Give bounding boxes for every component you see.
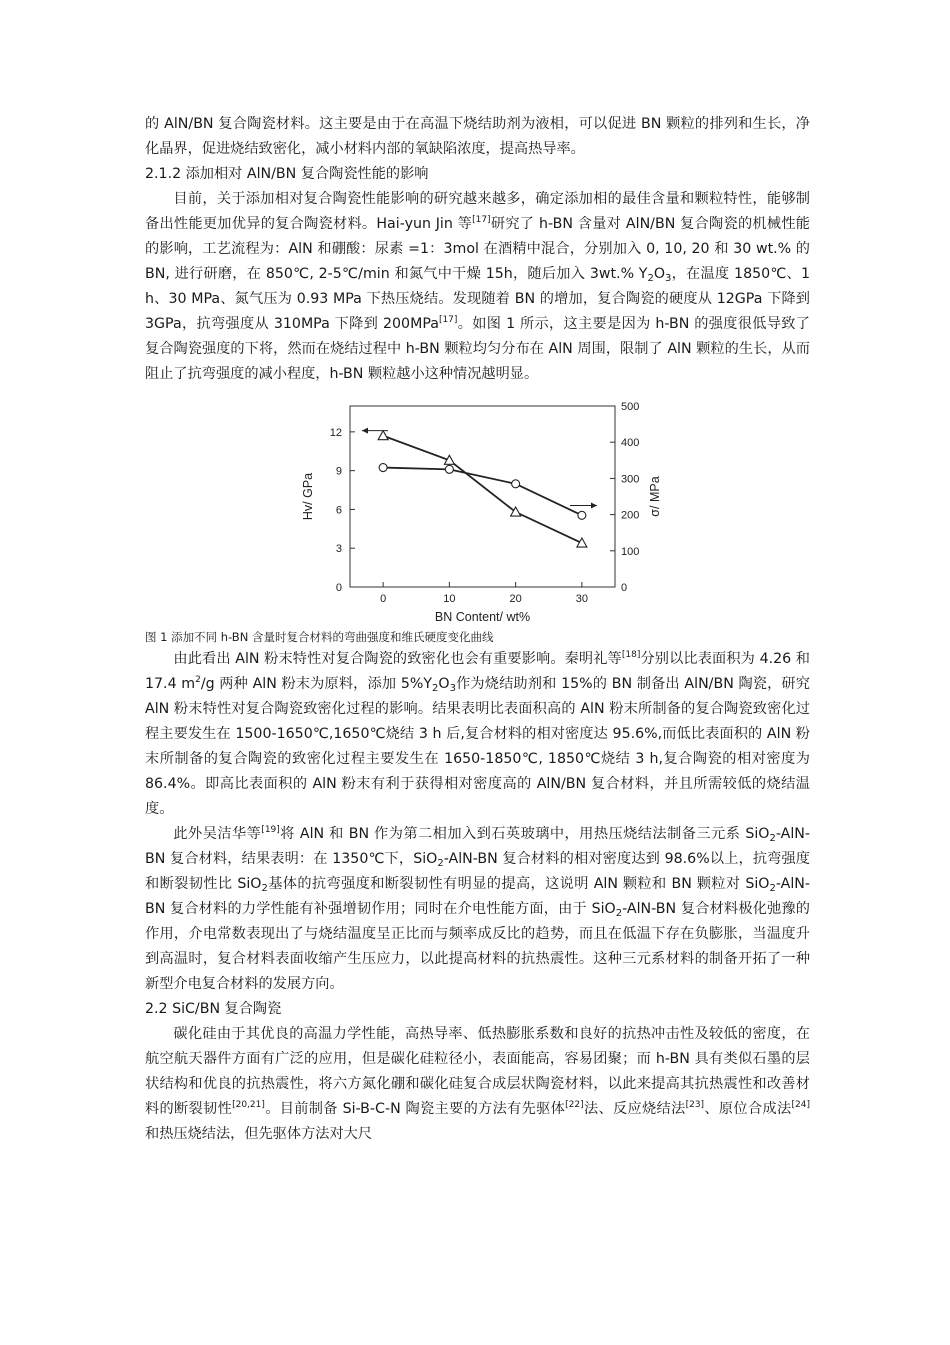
- x-tick-label: 10: [443, 593, 456, 605]
- paragraph-3: 由此看出 AlN 粉末特性对复合陶瓷的致密化也会有重要影响。秦明礼等[18]分别以比表面积为 4.26 和 17.4 $m^2/g$ 两种 AlN 粉末为原料，添加 $5\%Y_2O_3$作为烧结助剂和 15%的 BN 制备出 AlN/BN 陶瓷，研究 AlN 粉末特性对复合陶瓷致密化过程的影响。结果表明比表面积高的 AlN 粉末所制备的复合陶瓷致密化过程主要发生在 1500-1650℃,1650℃烧结 3 h 后,复合材料的相对密度达 95.6%,而低比表面积的 AlN 粉末所制备的复合陶瓷的致密化过程主要发生在 1650-1850℃, 1850℃烧结 3 h,复合陶瓷的相对密度为 86.4%。即高比表面积的 AlN 粉末有利于获得相对密度高的 AlN/BN 复合材料，并且所需较低的烧结温度。: [145, 650, 810, 817]
- circle-point: [445, 465, 453, 473]
- figure-1: [145, 389, 810, 627]
- left-tick-label: 0: [335, 582, 342, 594]
- x-axis-title: BN Content/ wt%: [434, 610, 531, 624]
- left-tick-label: 3: [335, 543, 342, 556]
- right-tick-label: 500: [621, 401, 640, 413]
- citation-17: [17]: [472, 215, 491, 225]
- chart-svg: [145, 389, 810, 627]
- paragraph-4: 此外吴洁华等[19]将 AlN 和 BN 作为第二相加入到石英玻璃中，用热压烧结法制备三元系 SiO$_2$-AlN-BN 复合材料，结果表明：在 1350℃下，SiO$_2$-AlN-BN 复合材料的相对密度达到 98.6%以上，抗弯强度和断裂韧性比 SiO$_2$基体的抗弯强度和断裂韧性有明显的提高，这说明 AlN 颗粒和 BN 颗粒对 SiO$_2$-AlN-BN 复合材料的力学性能有补强增韧作用；同时在介电性能方面，由于 SiO$_2$-AlN-BN 复合材料极化弛豫的作用，介电常数表现出了与烧结温度呈正比而与频率成反比的趋势，而且在低温下存在负膨胀，当温度升到高温时，复合材料表面收缩产生压应力，以此提高材料的抗热震性。这种三元系材料的制备开拓了一种新型介电复合材料的发展方向。: [145, 825, 810, 992]
- x-tick-label: 30: [575, 593, 588, 605]
- citation-18: [18]: [621, 650, 641, 660]
- paragraph-2: 目前，关于添加相对复合陶瓷性能影响的研究越来越多，确定添加相的最佳含量和颗粒特性，能够制备出性能更加优异的复合陶瓷材料。Hai-yun Jin 等[17]研究了 h-BN 含量对 AlN/BN 复合陶瓷的机械性能的影响，工艺流程为：AlN 和硼酸：尿素 =1：3mol 在酒精中混合，分别加入 0, 10, 20 和 30 wt.% 的 BN, 进行研磨，在 850℃, 2-5℃/min 和氮气中干燥 15h，随后加入 3wt.% $Y_2O_3$，在温度 1850℃、1 h、30 MPa、氮气压为 0.93 MPa 下热压烧结。发现随着 BN 的增加，复合陶瓷的硬度从 12GPa 下降到 3GPa，抗弯强度从 310MPa 下降到 200MPa[17]。如图 1 所示，这主要是因为 h-BN 的强度很低导致了复合陶瓷强度的下将，然而在烧结过程中 h-BN 颗粒均匀分布在 AlN 周围，限制了 AlN 颗粒的生长，从而阻止了抗弯强度的减小程度，h-BN 颗粒越小这种情况越明显。: [145, 191, 811, 382]
- section-heading-2-1-2: 2.1.2 添加相对 AlN/BN 复合陶瓷性能的影响: [145, 166, 429, 182]
- figure-caption: 图 1 添加不同 h-BN 含量时复合材料的弯曲强度和维氏硬度变化曲线: [145, 630, 494, 644]
- x-tick-label: 20: [509, 593, 522, 605]
- right-tick-label: 400: [621, 437, 640, 450]
- circle-point: [379, 464, 387, 472]
- paragraph-5: 碳化硅由于其优良的高温力学性能，高热导率、低热膨胀系数和良好的抗热冲击性及较低的密度，在航空航天器件方面有广泛的应用，但是碳化硅粒径小，表面能高，容易团聚；而 h-BN 具有类似石墨的层状结构和优良的抗热震性，将六方氮化硼和碳化硅复合成层状陶瓷材料，以此来提高其抗热震性和改善材料的断裂韧性[20,21]。目前制备 Si-B-C-N 陶瓷主要的方法有先驱体[22]法、反应烧结法[23]、原位合成法[24]和热压烧结法，但先驱体方法对大尺: [145, 1026, 810, 1142]
- citation-24: [24]: [791, 1100, 810, 1110]
- section-heading-2-2: 2.2 SiC/BN 复合陶瓷: [145, 1001, 282, 1017]
- citation-19: [19]: [261, 825, 280, 835]
- left-tick-label: 9: [335, 465, 342, 478]
- citation-23: [23]: [685, 1100, 705, 1110]
- circle-point: [578, 511, 586, 519]
- left-tick-label: 12: [329, 426, 342, 439]
- left-axis-title: Hv/ GPa: [301, 472, 315, 521]
- citation-22: [22]: [565, 1100, 584, 1110]
- right-tick-label: 200: [621, 509, 640, 522]
- x-tick-label: 0: [380, 593, 387, 605]
- right-tick-label: 100: [621, 545, 640, 558]
- right-axis-title: σ/ MPa: [648, 476, 662, 517]
- page-body: [145, 112, 810, 1147]
- left-tick-label: 6: [335, 504, 342, 517]
- citation-17b: [17]: [438, 315, 458, 325]
- plot-frame: [350, 406, 615, 587]
- citation-20-21: [20,21]: [232, 1100, 265, 1110]
- circle-point: [512, 480, 520, 488]
- right-tick-label: 300: [621, 473, 640, 486]
- paragraph-1: 的 AlN/BN 复合陶瓷材料。这主要是由于在高温下烧结助剂为液相，可以促进 BN 颗粒的排列和生长，净化晶界，促进烧结致密化，减小材料内部的氧缺陷浓度，提高热导率。: [145, 116, 810, 157]
- right-tick-label: 0: [621, 582, 628, 594]
